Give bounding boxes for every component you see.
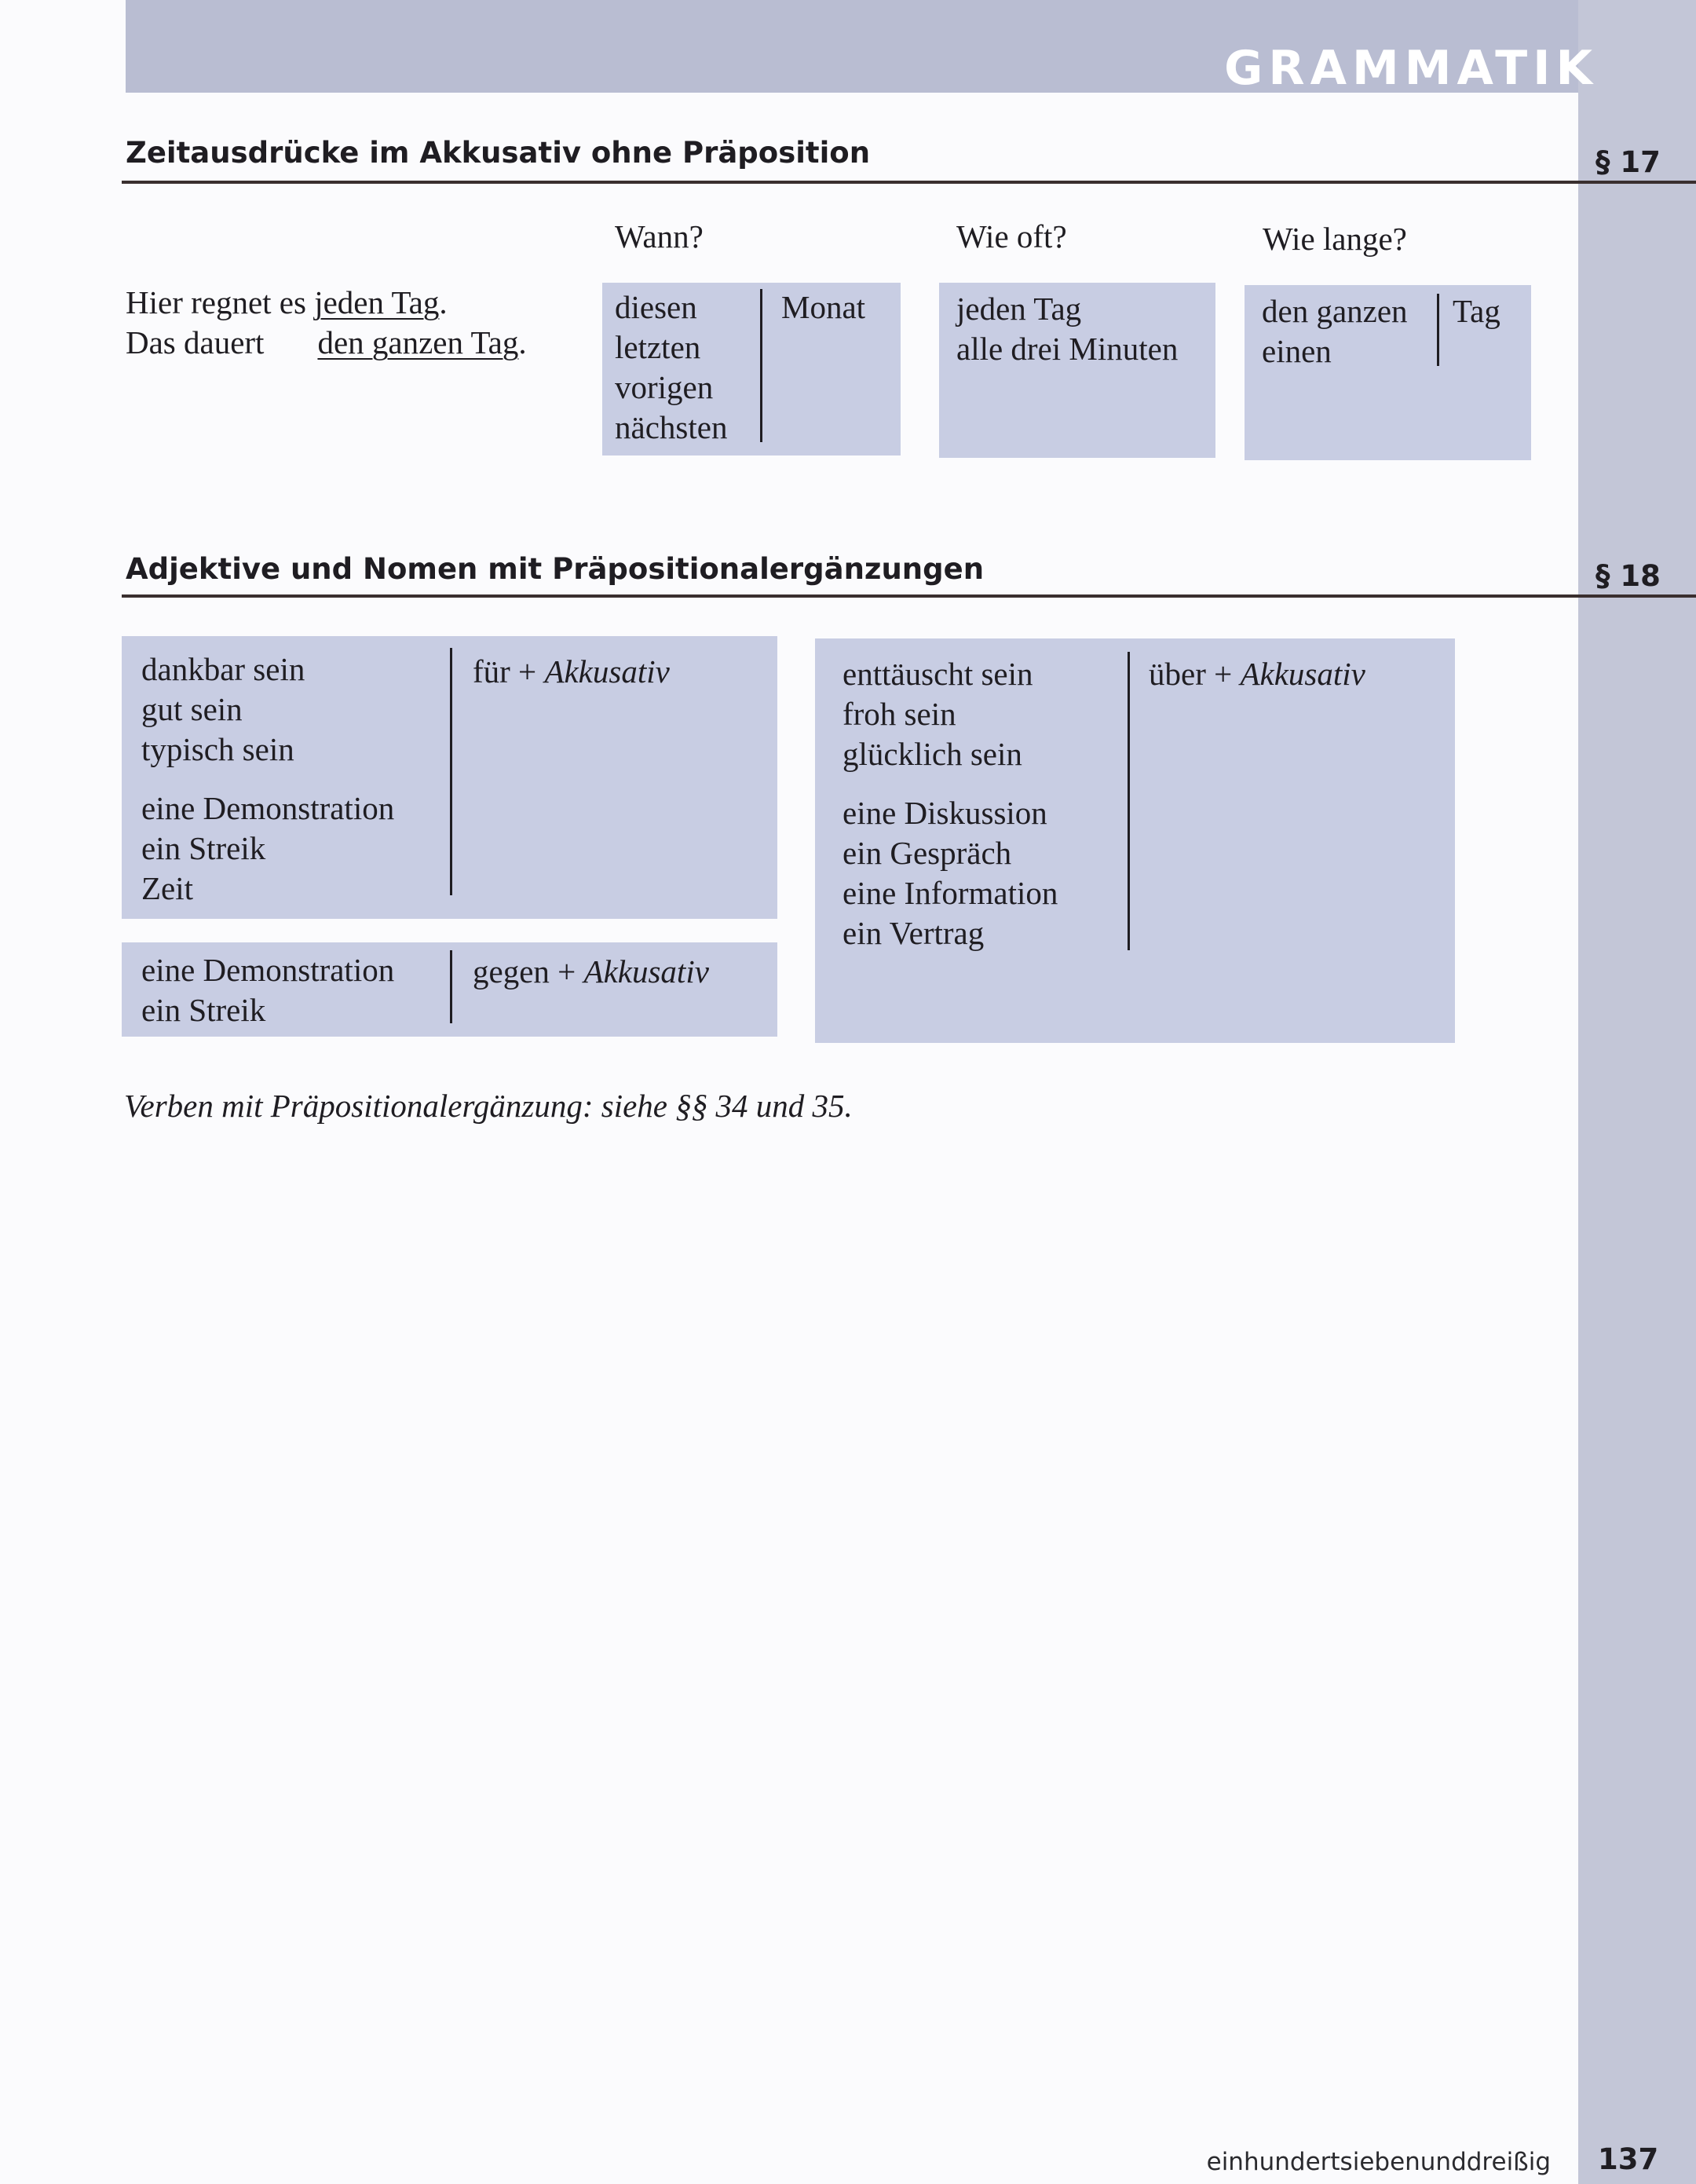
section-18-title: Adjektive und Nomen mit Präpositionalergänzungen <box>126 552 985 586</box>
ueber-divider <box>1128 652 1130 950</box>
wie-lange-noun: Tag <box>1453 293 1500 329</box>
example-2-time-expression: den ganzen Tag <box>317 324 519 360</box>
ueber-preposition: über + Akkusativ <box>1149 656 1365 692</box>
question-wann: Wann? <box>615 218 704 254</box>
section-17-title: Zeitausdrücke im Akkusativ ohne Präposition <box>126 136 871 170</box>
gegen-divider <box>450 950 452 1023</box>
side-strip <box>1578 0 1696 2184</box>
page-number: 137 <box>1598 2142 1659 2176</box>
wie-oft-expressions: jeden Tag alle drei Minuten <box>956 291 1179 367</box>
example-1-time-expression: jeden Tag <box>314 284 440 320</box>
example-sentence-2: Das dauert den ganzen Tag. <box>126 324 527 360</box>
page-number-words: einhundertsiebenunddreißig <box>1206 2148 1551 2176</box>
section-18-number: § 18 <box>1595 559 1661 593</box>
wann-noun: Monat <box>781 289 866 325</box>
wie-lange-divider <box>1437 294 1439 366</box>
example-sentence-1: Hier regnet es jeden Tag. <box>126 284 448 320</box>
gegen-preposition: gegen + Akkusativ <box>473 953 709 990</box>
fuer-divider <box>450 648 452 895</box>
section-17-rule <box>122 181 1696 184</box>
wie-lange-determiners: den ganzen einen <box>1262 293 1408 369</box>
page-header-title: GRAMMATIK <box>1224 41 1598 96</box>
question-wie-lange: Wie lange? <box>1263 221 1407 257</box>
cross-reference-note: Verben mit Präpositionalergänzung: siehe §§ 34 und 35. <box>124 1088 853 1124</box>
fuer-preposition: für + Akkusativ <box>473 653 670 690</box>
wann-divider <box>760 289 762 442</box>
section-17-number: § 17 <box>1595 145 1661 179</box>
fuer-adjectives: dankbar sein gut sein typisch sein eine Demonstration ein Streik Zeit <box>141 651 395 906</box>
question-wie-oft: Wie oft? <box>956 218 1067 254</box>
ueber-adjectives: enttäuscht sein froh sein glücklich sein eine Diskussion ein Gespräch eine Information ein Vertrag <box>843 656 1058 951</box>
gegen-nouns: eine Demonstration ein Streik <box>141 952 395 1028</box>
section-18-rule <box>122 594 1696 598</box>
wann-determiners: diesen letzten vorigen nächsten <box>615 289 728 445</box>
